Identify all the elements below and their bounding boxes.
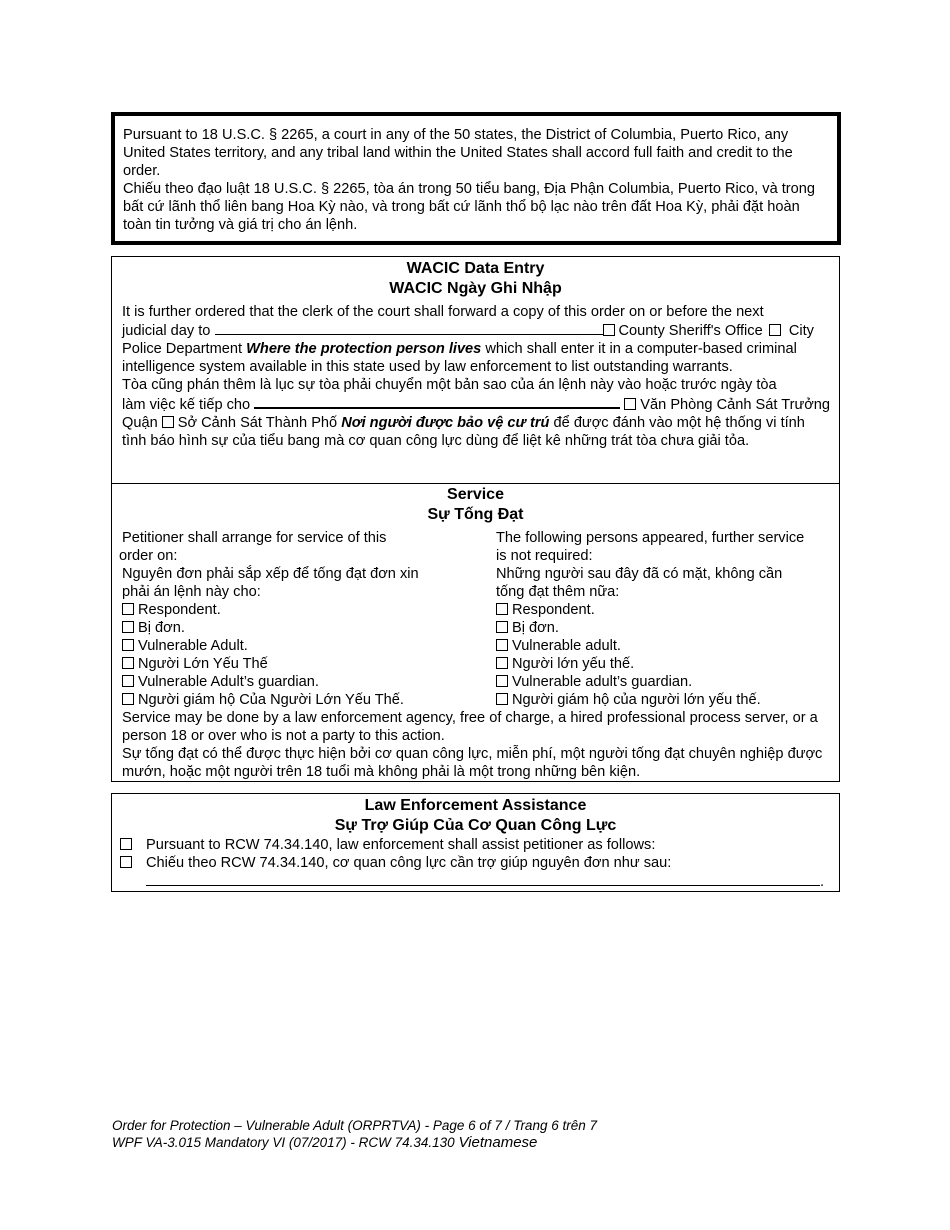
service-right-intro-vi-1: Những người sau đây đã có mặt, không cần [496,566,783,582]
service-title-vi: Sự Tống Đạt [427,506,524,523]
service-right-item [496,601,836,619]
right-vulnerable-adult-vi-checkbox[interactable] [496,657,508,669]
service-left-item [119,637,479,655]
lea-line-end: . [820,874,825,890]
service-right-item-label: Respondent. [512,602,595,618]
service-left-item [119,673,479,691]
lea-item-en-label: Pursuant to RCW 74.34.140, law enforcement shall assist petitioner as follows: [146,837,656,853]
lea-item-vi [120,854,672,872]
service-left-item [119,691,479,709]
lea-item-vi-label: Chiếu theo RCW 74.34.140, cơ quan công lực cần trợ giúp nguyên đơn như sau: [146,855,672,871]
wacic-en-line1: It is further ordered that the clerk of the court shall forward a copy of this order on or before the next [122,304,764,320]
wacic-title-en: WACIC Data Entry [406,260,545,277]
service-right-intro-vi-2: tống đạt thêm nữa: [496,584,620,600]
city-police-checkbox-vi[interactable] [162,416,174,428]
wacic-vi-rest: để được đánh vào một hệ thống vi tính tình báo hình sự của tiểu bang mà cơ quan công lực dùng để liệt kê những trát tòa chưa giải tỏa. [122,415,805,449]
page-footer [112,1117,832,1151]
service-right-item-label: Người lớn yếu thế. [512,656,635,672]
left-guardian-checkbox[interactable] [122,675,134,687]
judicial-day-blank-en[interactable] [215,321,603,335]
lea-item-en [120,836,656,854]
where-protected-lives-en: Where the protection person lives [246,341,482,357]
service-right-item [496,637,836,655]
service-right-item [496,691,836,709]
service-left-item [119,619,479,637]
service-left-column [119,529,479,709]
left-vulnerable-adult-checkbox[interactable] [122,639,134,651]
service-left-item [119,601,479,619]
county-sheriff-label-en: County Sheriff's Office [618,323,763,339]
right-respondent-vi-checkbox[interactable] [496,621,508,633]
wacic-title-vi: WACIC Ngày Ghi Nhập [389,280,562,297]
lea-title-vi: Sự Trợ Giúp Của Cơ Quan Công Lực [334,817,617,834]
service-left-intro-en-2: order on: [119,548,178,564]
full-faith-english: Pursuant to 18 U.S.C. § 2265, a court in any of the 50 states, the District of Columbia, Puerto Rico, any United States territory, and any tribal land within the United States shall accord full faith and credit to the order. [123,127,793,179]
service-left-item-label: Vulnerable Adult. [138,638,248,654]
right-guardian-vi-checkbox[interactable] [496,693,508,705]
service-right-item [496,655,836,673]
city-police-label-vi: Sở Cảnh Sát Thành Phố [177,415,338,431]
service-right-intro-en-1: The following persons appeared, further service [496,530,805,546]
judicial-day-blank-vi[interactable] [254,394,620,409]
city-police-checkbox-en[interactable] [769,324,781,336]
law-enforcement-box [111,793,840,892]
right-vulnerable-adult-checkbox[interactable] [496,639,508,651]
wacic-vi-next-day: làm việc kế tiếp cho [122,397,251,413]
wacic-vi-line1: Tòa cũng phán thêm là lục sự tòa phải chuyển một bản sao của án lệnh này vào hoặc trước ngày tòa [122,377,777,393]
lea-details-blank[interactable] [146,872,820,886]
lea-checkbox-en[interactable] [120,838,132,850]
service-right-item [496,673,836,691]
service-right-item-label: Người giám hộ của người lớn yếu thế. [512,692,761,708]
city-police-label-en: City Police Department [122,323,814,357]
left-respondent-checkbox[interactable] [122,603,134,615]
full-faith-vietnamese: Chiếu theo đạo luật 18 U.S.C. § 2265, tòa án trong 50 tiểu bang, Địa Phận Columbia, Puerto Rico, và trong bất cứ lãnh thổ liên bang Hoa Kỳ nào, và trong bất cứ lãnh thổ bộ lạc nào trên đất Hoa Kỳ, phải đặt hoàn toàn tin tưởng và giá trị cho án lệnh. [123,181,816,233]
where-protected-lives-vi: Nơi người được bảo vệ cư trú [341,415,550,431]
lea-checkbox-vi[interactable] [120,856,132,868]
service-right-item-label: Vulnerable adult. [512,638,621,654]
service-left-item-label: Người giám hộ Của Người Lớn Yếu Thế. [138,692,404,708]
service-left-item-label: Bị đơn. [138,620,185,636]
service-left-intro-en-1: Petitioner shall arrange for service of this [122,530,387,546]
service-left-intro-vi-2: phải án lệnh này cho: [122,584,261,600]
wacic-en-rest: which shall enter it in a computer-based criminal intelligence system available in this state used by law enforcement to list outstanding warrants. [122,341,797,375]
footer-line1: Order for Protection – Vulnerable Adult (ORPRTVA) - Page 6 of 7 / Trang 6 trên 7 [112,1118,597,1133]
service-left-item [119,655,479,673]
wacic-service-box [111,256,840,782]
left-vulnerable-adult-vi-checkbox[interactable] [122,657,134,669]
county-sheriff-label-vi: Văn Phòng Cảnh Sát Trưởng Quận [122,397,831,431]
service-left-intro-vi-1: Nguyên đơn phải sắp xếp để tống đạt đơn xin [122,566,419,582]
county-sheriff-checkbox-en[interactable] [603,324,615,336]
section-divider [112,483,839,484]
footer-line2 [112,1134,832,1151]
service-note-en: Service may be done by a law enforcement agency, free of charge, a hired professional process server, or a person 18 or over who is not a party to this action. [122,710,818,744]
service-right-item [496,619,836,637]
footer-form-id: WPF VA-3.015 Mandatory VI (07/2017) - RCW 74.34.130 [112,1135,455,1150]
service-right-item-label: Vulnerable adult’s guardian. [512,674,693,690]
wacic-body [122,303,831,450]
service-left-item-label: Người Lớn Yếu Thế [138,656,268,672]
lea-fill-line [146,872,824,891]
service-title-en: Service [447,486,504,503]
service-note [122,709,831,781]
service-right-intro-en-2: is not required: [496,548,593,564]
left-guardian-vi-checkbox[interactable] [122,693,134,705]
lea-title-en: Law Enforcement Assistance [364,797,587,814]
service-note-vi: Sự tống đạt có thể được thực hiện bởi cơ quan công lực, miễn phí, một người tống đạt chuyên nghiệp được mướn, hoặc một người trên 18 tuổi mà không phải là một trong những bên kiện. [122,746,823,780]
service-right-item-label: Bị đơn. [512,620,559,636]
county-sheriff-checkbox-vi[interactable] [624,398,636,410]
service-left-item-label: Vulnerable Adult’s guardian. [138,674,319,690]
left-respondent-vi-checkbox[interactable] [122,621,134,633]
full-faith-credit-box [111,112,841,245]
service-left-item-label: Respondent. [138,602,221,618]
wacic-en-judicial-day: judicial day to [122,323,211,339]
footer-language: Vietnamese [458,1134,538,1151]
service-right-column [496,529,836,709]
right-guardian-checkbox[interactable] [496,675,508,687]
right-respondent-checkbox[interactable] [496,603,508,615]
